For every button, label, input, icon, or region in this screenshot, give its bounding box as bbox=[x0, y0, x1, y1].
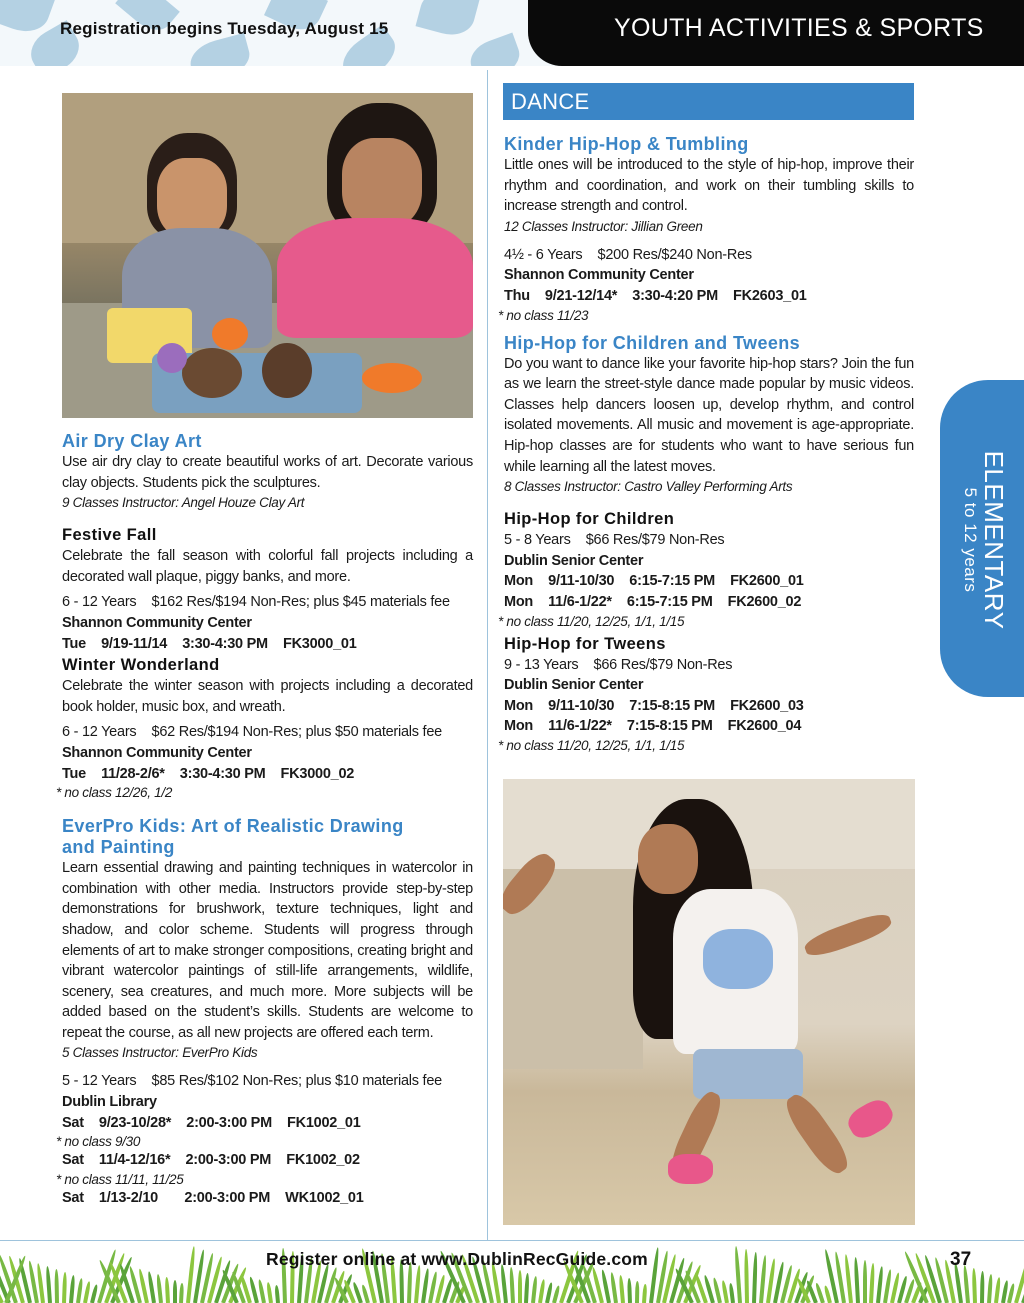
grass-blade bbox=[752, 1252, 758, 1303]
grass-blade bbox=[610, 1272, 618, 1303]
hiphop-children-price: 5 - 8 Years $66 Res/$79 Non-Res bbox=[504, 532, 725, 549]
everpro-session-1: Sat 9/23-10/28* 2:00-3:00 PM FK1002_01 bbox=[62, 1114, 361, 1131]
kinder-hiphop-title: Kinder Hip-Hop & Tumbling bbox=[504, 134, 749, 154]
winter-wonderland-price: 6 - 12 Years $62 Res/$194 Non-Res; plus $50 materials fee bbox=[62, 724, 442, 741]
hiphop-tweens-title: Hip-Hop for Tweens bbox=[504, 634, 666, 653]
grass-blade bbox=[869, 1263, 875, 1303]
page-number: 37 bbox=[950, 1249, 972, 1270]
kinder-hiphop-description: Little ones will be introduced to the style of hip-hop, improve their rhythm and coordination, and work on their tumbling skills to increase strength and control. bbox=[504, 157, 914, 215]
elementary-side-label bbox=[960, 451, 1008, 630]
air-dry-clay-title: Air Dry Clay Art bbox=[62, 431, 202, 451]
grass-blade bbox=[518, 1270, 522, 1303]
grass-blade bbox=[729, 1283, 735, 1303]
hiphop-children-session-1: Mon 9/11-10/30 6:15-7:15 PM FK2600_01 bbox=[504, 573, 804, 590]
grass-blade bbox=[642, 1284, 647, 1303]
hiphop-children-title: Hip-Hop for Children bbox=[504, 510, 675, 529]
grass-blade bbox=[734, 1246, 742, 1303]
festive-fall-description: Celebrate the fall season with colorful fall projects including a decorated wall plaque, piggy banks, and more. bbox=[62, 548, 473, 585]
grass-blade bbox=[258, 1279, 267, 1303]
everpro-title-line2: and Painting bbox=[62, 837, 175, 858]
hiphop-children-location: Dublin Senior Center bbox=[504, 552, 644, 569]
grass-blade bbox=[619, 1275, 625, 1303]
hiphop-tweens-note: * no class 11/20, 12/25, 1/1, 1/15 bbox=[498, 737, 685, 753]
hiphop-tweens-location: Dublin Senior Center bbox=[504, 677, 644, 694]
leaf-decoration bbox=[416, 0, 480, 40]
everpro-note-1: * no class 9/30 bbox=[56, 1134, 141, 1150]
winter-wonderland-session: Tue 11/28-2/6* 3:30-4:30 PM FK3000_02 bbox=[62, 765, 355, 782]
dance-section-bar bbox=[503, 83, 914, 120]
hiphop-children-session-2: Mon 11/6-1/22* 6:15-7:15 PM FK2600_02 bbox=[504, 593, 802, 610]
grass-blade bbox=[414, 1265, 421, 1303]
festive-fall-title: Festive Fall bbox=[62, 526, 157, 545]
kinder-hiphop-location: Shannon Community Center bbox=[504, 267, 694, 284]
right-column bbox=[498, 134, 914, 754]
everpro-title-line1: EverPro Kids: Art of Realistic Drawing bbox=[62, 816, 404, 837]
grass-blade bbox=[509, 1267, 515, 1303]
elementary-age-range: 5 to 12 years bbox=[961, 487, 980, 593]
grass-blade bbox=[173, 1280, 177, 1303]
everpro-price: 5 - 12 Years $85 Res/$102 Non-Res; plus $10 materials fee bbox=[62, 1073, 442, 1090]
everpro-note-2: * no class 11/11, 11/25 bbox=[56, 1171, 184, 1187]
air-dry-clay-description: Use air dry clay to create beautiful works of art. Decorate various clay objects. Students pick the sculptures. bbox=[62, 454, 473, 491]
winter-wonderland-note: * no class 12/26, 1/2 bbox=[56, 785, 173, 801]
grass-blade bbox=[76, 1278, 83, 1303]
grass-blade bbox=[853, 1257, 859, 1303]
kinder-hiphop-meta: 12 Classes Instructor: Jillian Green bbox=[504, 218, 703, 234]
grass-blade bbox=[721, 1280, 729, 1303]
hiphop-tweens-session-1: Mon 9/11-10/30 7:15-8:15 PM FK2600_03 bbox=[504, 697, 804, 714]
grass-blade bbox=[164, 1277, 169, 1303]
kinder-hiphop-note: * no class 11/23 bbox=[498, 307, 589, 323]
kinder-hiphop-price: 4½ - 6 Years $200 Res/$240 Non-Res bbox=[504, 246, 752, 263]
grass-blade bbox=[179, 1283, 184, 1303]
grass-blade bbox=[987, 1274, 993, 1303]
grass-blade bbox=[627, 1278, 632, 1303]
everpro-location: Dublin Library bbox=[62, 1094, 157, 1111]
hiphop-children-tweens-description: Do you want to dance like your favorite hip-hop stars? Join the fun as we learn the street-style dance made popular by music videos. Classes help dancers loosen up, develop rhythm, and control isolated movements. All music and movement is age-appropriate. Hip-hop classes are for students who want to have serious fun while learning all the latest moves. bbox=[504, 355, 914, 475]
grass-blade bbox=[62, 1272, 67, 1303]
hiphop-children-note: * no class 11/20, 12/25, 1/1, 1/15 bbox=[498, 613, 685, 629]
grass-blade bbox=[46, 1266, 53, 1303]
section-title: YOUTH ACTIVITIES & SPORTS bbox=[614, 14, 984, 42]
everpro-session-3: Sat 1/13-2/10 2:00-3:00 PM WK1002_01 bbox=[62, 1189, 364, 1206]
footer-divider bbox=[0, 1240, 1024, 1241]
festive-fall-location: Shannon Community Center bbox=[62, 614, 252, 631]
air-dry-clay-meta: 9 Classes Instructor: Angel Houze Clay Art bbox=[62, 495, 305, 511]
grass-blade bbox=[156, 1274, 163, 1303]
dance-photo bbox=[503, 779, 915, 1225]
grass-blade bbox=[994, 1277, 1001, 1303]
everpro-meta: 5 Classes Instructor: EverPro Kids bbox=[62, 1045, 258, 1061]
leaf-decoration bbox=[465, 33, 524, 66]
grass-blade bbox=[863, 1260, 867, 1303]
winter-wonderland-location: Shannon Community Center bbox=[62, 744, 252, 761]
grass-blade bbox=[823, 1285, 832, 1303]
everpro-session-2: Sat 11/4-12/16* 2:00-3:00 PM FK1002_02 bbox=[62, 1152, 360, 1169]
left-column bbox=[56, 431, 473, 1208]
elementary-title: ELEMENTARY bbox=[979, 450, 1009, 630]
winter-wonderland-description: Celebrate the winter season with projects including a decorated book holder, music box, and wreath. bbox=[62, 678, 473, 715]
hiphop-tweens-session-2: Mon 11/6-1/22* 7:15-8:15 PM FK2600_04 bbox=[504, 718, 802, 735]
festive-fall-session: Tue 9/19-11/14 3:30-4:30 PM FK3000_01 bbox=[62, 635, 357, 652]
section-header-tab bbox=[528, 0, 1024, 66]
grass-blade bbox=[524, 1273, 530, 1303]
hiphop-children-tweens-title: Hip-Hop for Children and Tweens bbox=[504, 332, 801, 353]
grass-blade bbox=[55, 1269, 60, 1303]
kinder-hiphop-session: Thu 9/21-12/14* 3:30-4:20 PM FK2603_01 bbox=[504, 287, 807, 304]
hiphop-tweens-price: 9 - 13 Years $66 Res/$79 Non-Res bbox=[504, 656, 733, 673]
column-divider bbox=[487, 70, 488, 1240]
clay-art-photo bbox=[62, 93, 473, 418]
grass-blade bbox=[980, 1271, 985, 1303]
hiphop-children-tweens-meta: 8 Classes Instructor: Castro Valley Performing Arts bbox=[504, 479, 793, 495]
everpro-description: Learn essential drawing and painting techniques in watercolor in combination with other media. Instructors provide step-by-step demonstrations for brushwork, texture techniques, light and shadow, and color scheme. Students will progress through elements of art to make stronger compositions, creating bright and vibrant watercolor paintings of still-life arrangements, wildlife, scenery, sea creatures, and much more. More subjects will be added based on the student’s skills. Students are welcome to repeat the course, as all new projects are offered each term. bbox=[62, 860, 473, 1041]
register-online-text: Register online at www.DublinRecGuide.com bbox=[266, 1249, 648, 1269]
grass-blade bbox=[635, 1281, 639, 1303]
grass-blade bbox=[531, 1276, 538, 1303]
festive-fall-price: 6 - 12 Years $162 Res/$194 Non-Res; plus $45 materials fee bbox=[62, 594, 450, 611]
grass-blade bbox=[266, 1282, 273, 1303]
grass-blade bbox=[69, 1275, 75, 1303]
grass-blade bbox=[972, 1268, 977, 1303]
grass-blade bbox=[274, 1285, 280, 1303]
grass-blade bbox=[744, 1249, 749, 1303]
registration-date: Registration begins Tuesday, August 15 bbox=[60, 19, 389, 38]
dance-section-title: DANCE bbox=[511, 89, 590, 114]
winter-wonderland-title: Winter Wonderland bbox=[62, 656, 220, 675]
